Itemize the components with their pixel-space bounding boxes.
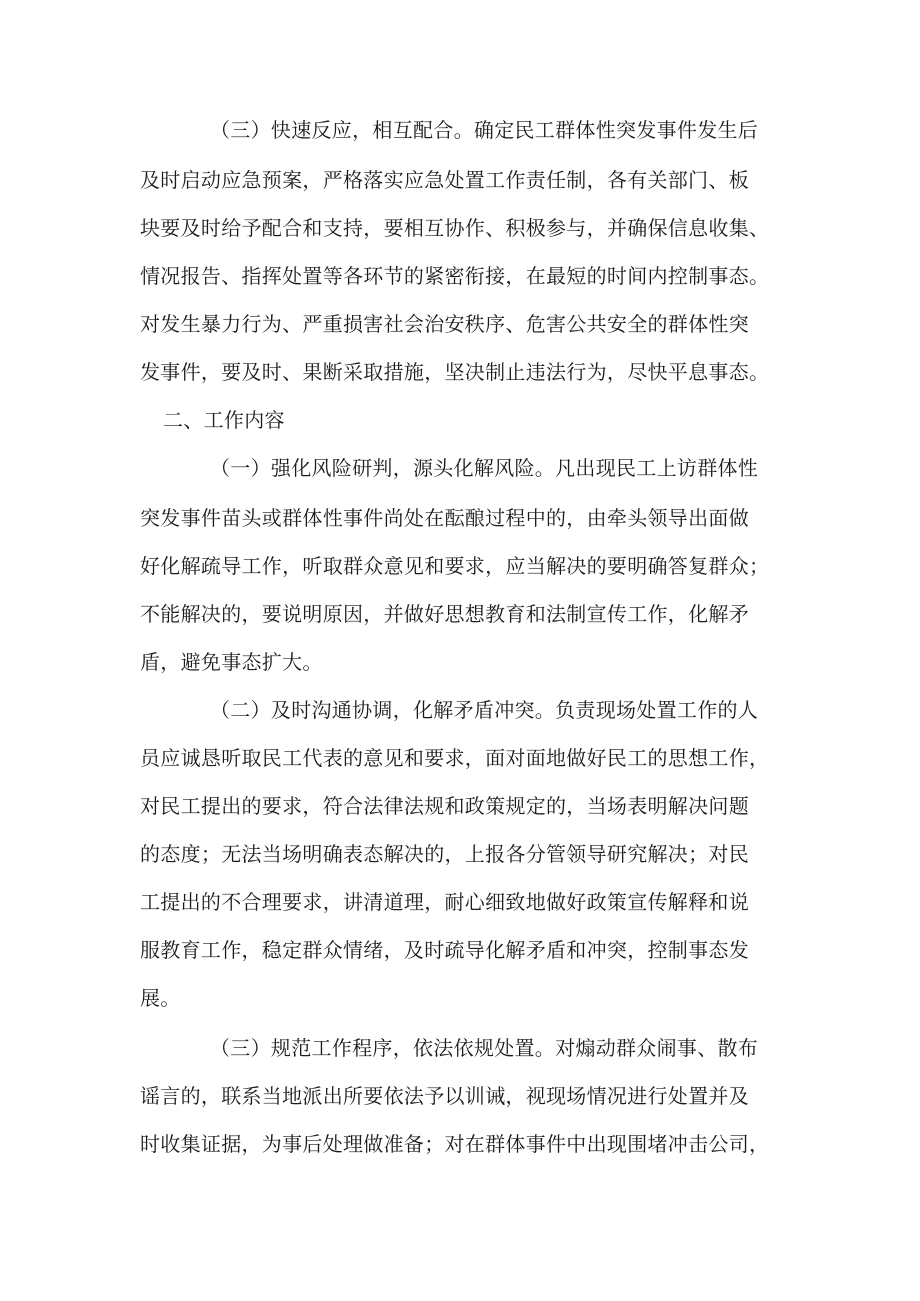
paragraph-line: 好化解疏导工作，听取群众意见和要求，应当解决的要明确答复群众；: [140, 554, 770, 578]
paragraph-line: 块要及时给予配合和支持，要相互协作、积极参与，并确保信息收集、: [140, 216, 770, 240]
paragraph-line: 谣言的，联系当地派出所要依法予以训诫，视现场情况进行处置并及: [140, 1084, 749, 1108]
paragraph-line: 服教育工作，稳定群众情绪，及时疏导化解矛盾和冲突，控制事态发: [140, 938, 749, 962]
paragraph-line: （三）快速反应，相互配合。确定民工群体性突发事件发生后: [210, 118, 759, 142]
paragraph-line: 的态度；无法当场明确表态解决的，上报各分管领导研究解决；对民: [140, 842, 749, 866]
paragraph-line: 情况报告、指挥处置等各环节的紧密衔接，在最短的时间内控制事态。: [140, 264, 770, 288]
section-heading: 二、工作内容: [163, 408, 285, 432]
paragraph-line: 员应诚恳听取民工代表的意见和要求，面对面地做好民工的思想工作，: [140, 746, 770, 770]
paragraph-line: 不能解决的，要说明原因，并做好思想教育和法制宣传工作，化解矛: [140, 602, 749, 626]
paragraph-line: 时收集证据，为事后处理做准备；对在群体事件中出现围堵冲击公司，: [140, 1132, 770, 1156]
paragraph-line: 盾，避免事态扩大。: [140, 650, 323, 674]
paragraph-line: （一）强化风险研判，源头化解风险。凡出现民工上访群体性: [210, 456, 759, 480]
paragraph-line: （二）及时沟通协调，化解矛盾冲突。负责现场处置工作的人: [210, 698, 759, 722]
paragraph-line: 工提出的不合理要求，讲清道理，耐心细致地做好政策宣传解释和说: [140, 890, 749, 914]
paragraph-line: 及时启动应急预案，严格落实应急处置工作责任制，各有关部门、板: [140, 168, 749, 192]
paragraph-line: 发事件，要及时、果断采取措施，坚决制止违法行为，尽快平息事态。: [140, 360, 770, 384]
paragraph-line: 对民工提出的要求，符合法律法规和政策规定的，当场表明解决问题: [140, 794, 749, 818]
paragraph-line: 对发生暴力行为、严重损害社会治安秩序、危害公共安全的群体性突: [140, 312, 749, 336]
paragraph-line: 突发事件苗头或群体性事件尚处在酝酿过程中的，由牵头领导出面做: [140, 506, 749, 530]
paragraph-line: 展。: [140, 986, 181, 1010]
paragraph-line: （三）规范工作程序，依法依规处置。对煽动群众闹事、散布: [210, 1036, 759, 1060]
